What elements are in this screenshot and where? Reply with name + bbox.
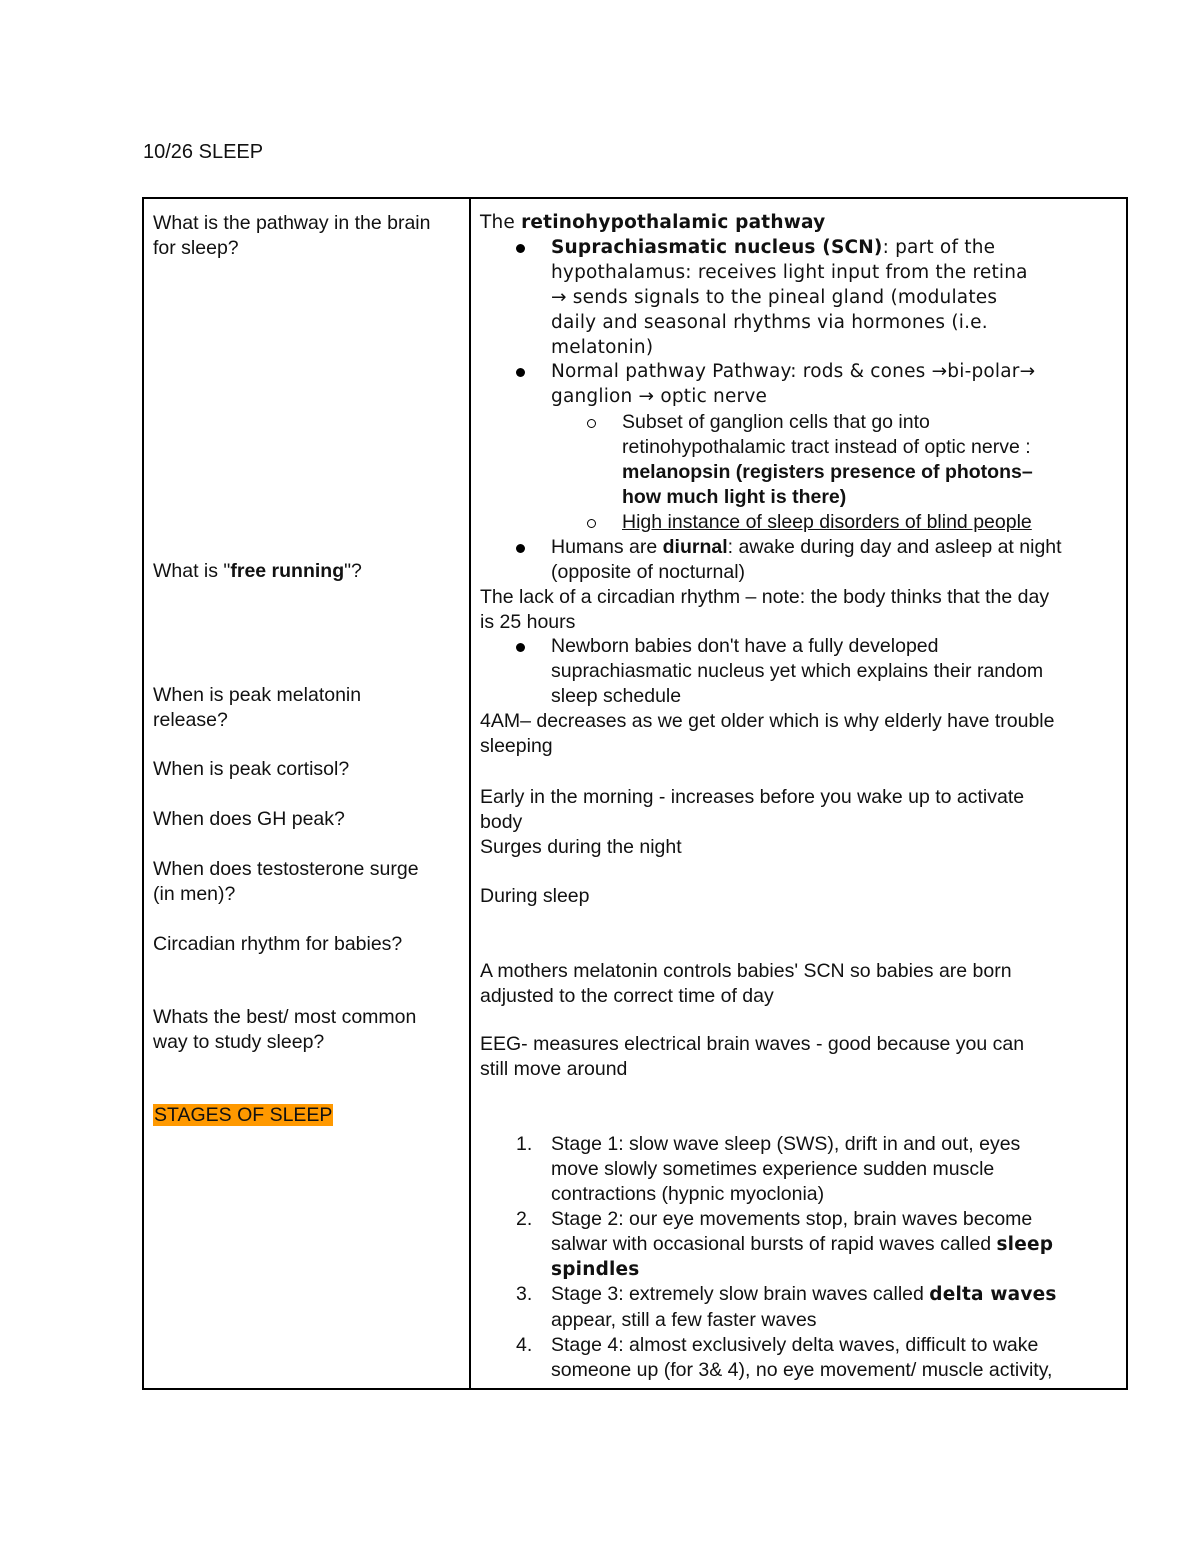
question-study-sleep: Whats the best/ most common way to study sleep?	[153, 1006, 417, 1053]
answer-cortisol: Early in the morning - increases before you wake up to activate body Surges during the night	[480, 785, 1118, 860]
answer-melatonin: 4AM– decreases as we get older which is why elderly have trouble	[480, 710, 1055, 733]
answer-gh: Surges during the night	[480, 835, 682, 858]
question-sleep-pathway: What is the pathway in the brain for sleep?	[153, 212, 431, 259]
list-item: Suprachiasmatic nucleus (SCN): part of the hypothalamus: receives light input from the retina → sends signals to the pineal gland (modulates daily and seasonal rhythms via hormones (i.e. melatonin)	[480, 236, 1118, 361]
question-peak-cortisol: When is peak cortisol?	[153, 758, 350, 780]
question-peak-melatonin: When is peak melatonin release?	[153, 684, 362, 731]
list-item: Subset of ganglion cells that go into retinohypothalamic tract instead of optic nerve : melanopsin (registers presence of photons– how much light is there)	[480, 410, 1118, 510]
answers-column	[471, 199, 1126, 1388]
bullet-icon	[516, 368, 525, 377]
answer-testosterone: During sleep	[480, 885, 590, 907]
list-item: 3. Stage 3: extremely slow brain waves called delta waves appear, still a few faster waves	[516, 1283, 1057, 1332]
stages-heading	[153, 1103, 463, 1128]
bullet-icon	[516, 244, 525, 253]
sub-bullet-icon	[587, 519, 596, 528]
bullet-icon	[516, 544, 525, 553]
cornell-notes-table	[142, 197, 1128, 1390]
answer-stages-list	[480, 1132, 1118, 1383]
list-item: 1. Stage 1: slow wave sleep (SWS), drift in and out, eyes move slowly sometimes experience sudden muscle contractions (hypnic myoclonia)	[516, 1133, 1021, 1205]
sub-bullet-icon	[587, 419, 596, 428]
question-testosterone: When does testosterone surge (in men)?	[153, 858, 419, 905]
question-gh-peak: When does GH peak?	[153, 808, 345, 830]
bullet-icon	[516, 643, 525, 652]
list-item: Normal pathway Pathway: rods & cones →bi-polar→ ganglion → optic nerve	[480, 360, 1118, 410]
answer-pathway: The retinohypothalamic pathway Suprachiasmatic nucleus (SCN): part of the hypothalamus: receives light input from the retina → sends signals to the pineal gland (modulates daily and seasonal rhythms via hormones (i.e. melatonin) Normal pathway Pathway: rods & cones →bi-polar→ ganglion → optic nerve Subset of ganglion cells that go into retinohypothalamic tract instead of optic nerve : melanopsin (registers presence of photons– how much light is there) High instance of sleep disorders of blind people Humans are diurnal: awake during day and asleep at night (opposite of nocturnal) The lack of a circadian rhythm – note: the body thinks that the day is 25 hours Newborn babies don't have a fully developed suprachiasmatic nucleus yet which explains their random sleep schedule 4AM– decreases as we get older which is why elderly have trouble sleeping	[480, 211, 1118, 759]
list-item: 4. Stage 4: almost exclusively delta waves, difficult to wake someone up (for 3& 4), no eye movement/ muscle activity,	[516, 1334, 1053, 1382]
answer-eeg: EEG- measures electrical brain waves - good because you can still move around	[480, 1033, 1025, 1080]
question-free-running: What is "free running"?	[153, 560, 362, 582]
question-circadian-babies: Circadian rhythm for babies?	[153, 933, 403, 955]
document-title: 10/26 SLEEP	[143, 141, 264, 163]
answer-babies: A mothers melatonin controls babies' SCN so babies are born adjusted to the correct time of day	[480, 960, 1012, 1007]
list-item: 2. Stage 2: our eye movements stop, brain waves become salwar with occasional bursts of rapid waves called sleep spindles	[516, 1207, 1054, 1280]
highlighted-label: STAGES OF SLEEP	[154, 1104, 333, 1126]
list-item: High instance of sleep disorders of blind people	[480, 510, 1118, 535]
questions-column	[144, 199, 471, 1388]
list-item: Humans are diurnal: awake during day and asleep at night (opposite of nocturnal)	[480, 535, 1118, 585]
list-item: Newborn babies don't have a fully developed suprachiasmatic nucleus yet which explains their random sleep schedule	[480, 634, 1118, 709]
